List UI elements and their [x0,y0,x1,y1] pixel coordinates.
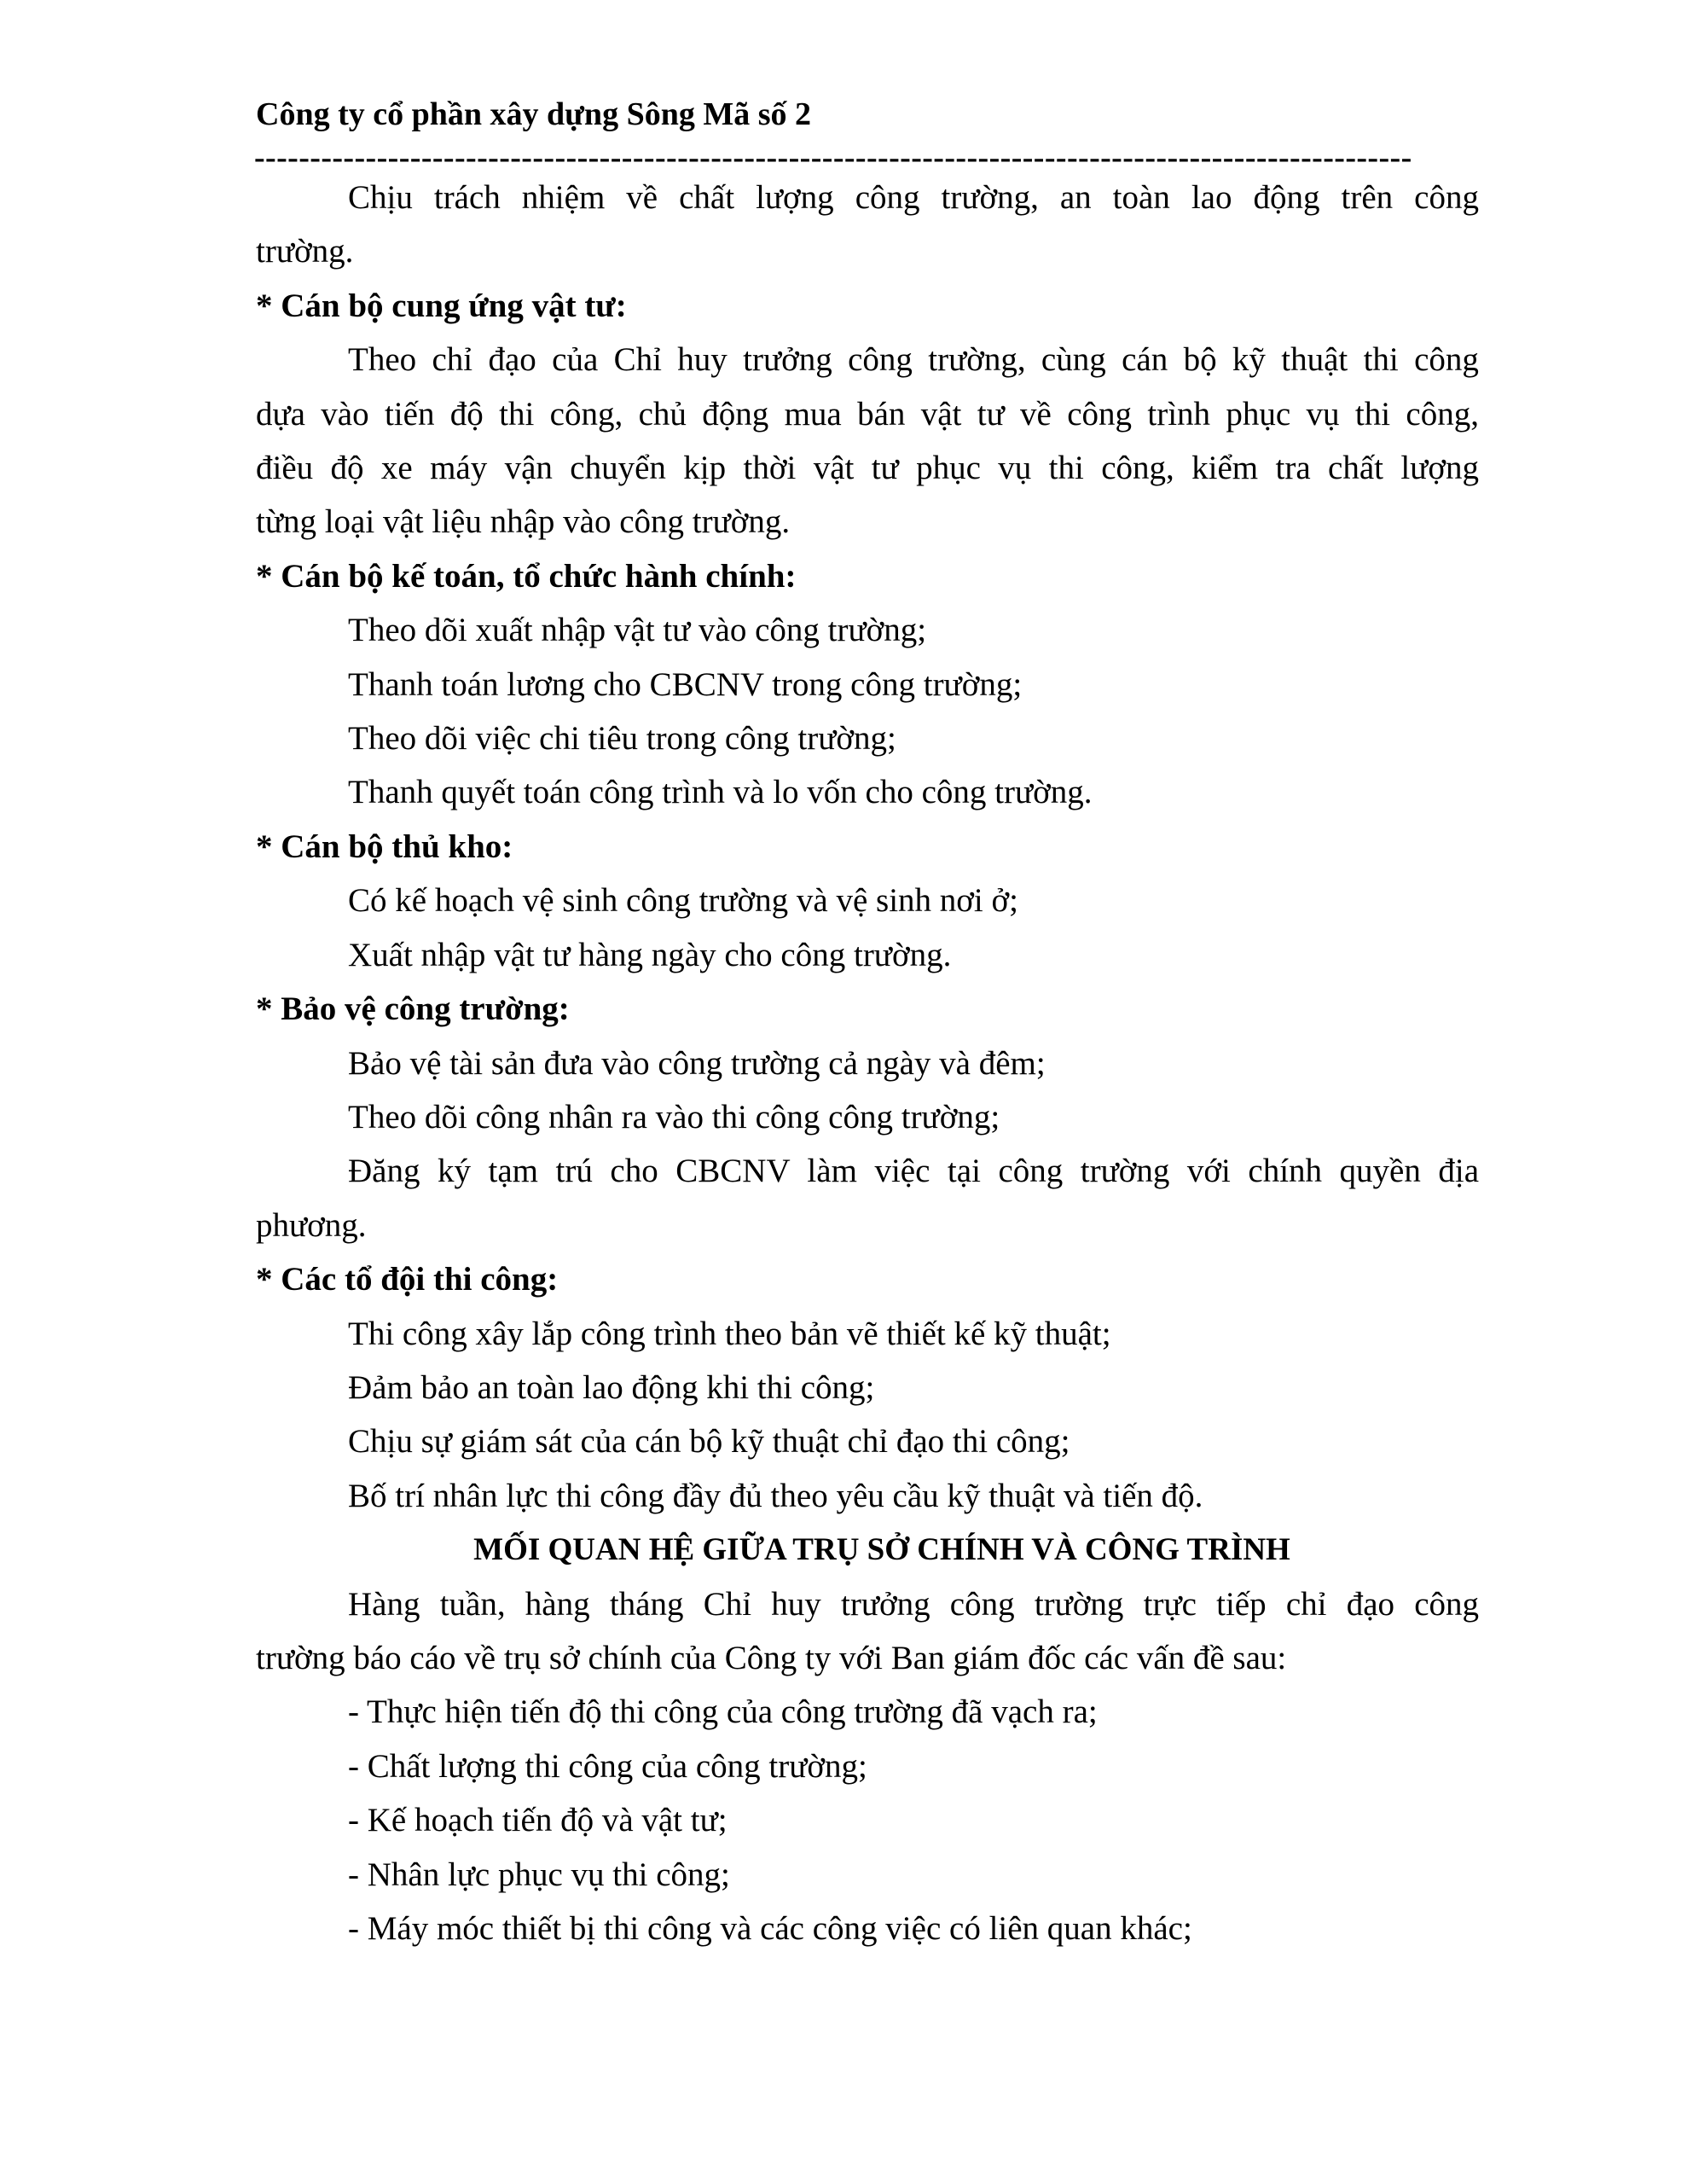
paragraph-line: Chịu trách nhiệm về chất lượng công trường, an toàn lao động trên công [348,179,1479,216]
list-item: Có kế hoạch vệ sinh công trường và vệ sinh nơi ở; [348,882,1018,920]
paragraph-line: trường báo cáo về trụ sở chính của Công ty với Ban giám đốc các vấn đề sau: [256,1639,1287,1676]
paragraph-line: Hàng tuần, hàng tháng Chỉ huy trưởng công trường trực tiếp chỉ đạo công [348,1585,1480,1623]
section-title: * Các tổ đội thi công: [256,1261,559,1298]
section-relationship [256,1523,1479,1955]
list-item: Chịu sự giám sát của cán bộ kỹ thuật chỉ đạo thi công; [348,1423,1070,1461]
list-item: - Chất lượng thi công của công trường; [348,1747,867,1785]
section-construction-teams [256,1252,1479,1523]
intro-paragraph [256,171,1479,279]
section-title: * Cán bộ cung ứng vật tư: [256,287,627,324]
list-item: - Kế hoạch tiến độ và vật tư; [348,1802,728,1839]
document-body [256,171,1479,1955]
paragraph-line: dựa vào tiến độ thi công, chủ động mua bán vật tư về công trình phục vụ thi công, [256,395,1479,433]
paragraph-line: điều độ xe máy vận chuyển kịp thời vật tư phục vụ thi công, kiểm tra chất lượng [256,450,1479,487]
list-item: Theo dõi công nhân ra vào thi công công trường; [348,1098,1000,1136]
header-dashed-rule: -------------------------------------------------------------------------------------------------------- [254,140,1412,176]
paragraph-line: Theo chỉ đạo của Chỉ huy trưởng công trường, cùng cán bộ kỹ thuật thi công [348,341,1479,379]
list-item: - Thực hiện tiến độ thi công của công trường đã vạch ra; [348,1693,1098,1731]
paragraph-line: phương. [256,1206,367,1244]
list-item: Thanh toán lương cho CBCNV trong công trường; [348,665,1023,703]
list-item: Xuất nhập vật tư hàng ngày cho công trường. [348,936,952,973]
list-item: - Máy móc thiết bị thi công và các công việc có liên quan khác; [348,1910,1192,1947]
paragraph-line: trường. [256,233,354,270]
list-item: - Nhân lực phục vụ thi công; [348,1856,730,1893]
section-title: * Cán bộ thủ kho: [256,828,513,865]
section-site-security [256,982,1479,1252]
section-accounting [256,549,1479,820]
paragraph-line: từng loại vật liệu nhập vào công trường. [256,503,791,541]
list-item: Bố trí nhân lực thi công đầy đủ theo yêu cầu kỹ thuật và tiến độ. [348,1477,1203,1514]
section-storekeeper [256,820,1479,982]
paragraph-line: Đăng ký tạm trú cho CBCNV làm việc tại công trường với chính quyền địa [348,1153,1480,1190]
list-item: Theo dõi việc chi tiêu trong công trường; [348,720,896,758]
list-item: Thanh quyết toán công trình và lo vốn cho công trường. [348,774,1093,811]
section-title: * Cán bộ kế toán, tổ chức hành chính: [256,557,797,595]
relationship-heading: MỐI QUAN HỆ GIỮA TRỤ SỞ CHÍNH VÀ CÔNG TRÌNH [473,1532,1290,1568]
section-supply-officer [256,279,1479,549]
list-item: Đảm bảo an toàn lao động khi thi công; [348,1368,875,1406]
list-item: Thi công xây lắp công trình theo bản vẽ thiết kế kỹ thuật; [348,1315,1111,1352]
list-item: Theo dõi xuất nhập vật tư vào công trường; [348,612,927,649]
company-header: Công ty cổ phần xây dựng Sông Mã số 2 [256,96,811,132]
section-title: * Bảo vệ công trường: [256,990,570,1028]
list-item: Bảo vệ tài sản đưa vào công trường cả ngày và đêm; [348,1044,1046,1082]
